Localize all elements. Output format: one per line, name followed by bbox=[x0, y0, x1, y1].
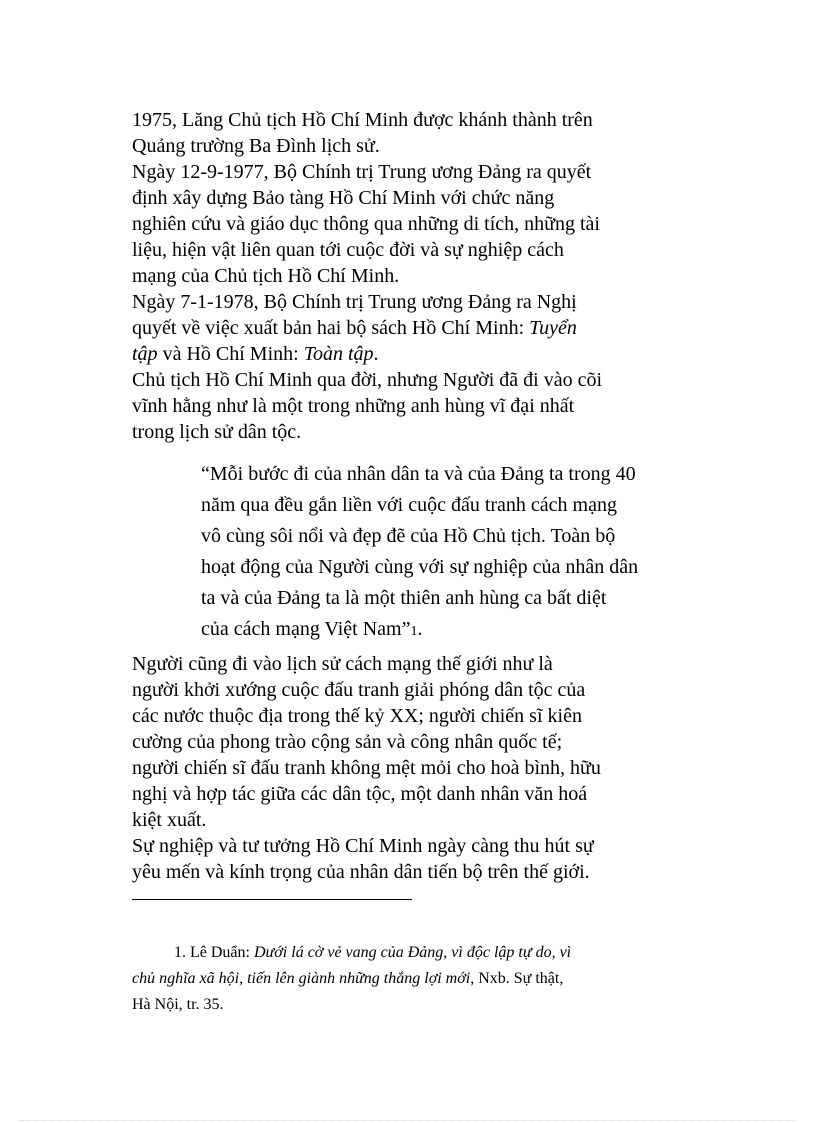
quote-line bbox=[201, 614, 691, 647]
footnote-reference: 1 bbox=[410, 624, 418, 639]
footnote-line: Hà Nội, tr. 35. bbox=[132, 996, 224, 1013]
text-line: yêu mến và kính trọng của nhân dân tiến bộ trên thế giới. bbox=[132, 861, 590, 883]
footnote-number: 1. bbox=[174, 944, 186, 961]
text-line: người chiến sĩ đấu tranh không mệt mỏi cho hoà bình, hữu bbox=[132, 757, 601, 779]
paragraph-ideology bbox=[132, 833, 672, 885]
text-segment: . bbox=[417, 618, 423, 640]
paragraph-mausoleum bbox=[132, 107, 672, 159]
text-line: vĩnh hằng như là một trong những anh hùng vĩ đại nhất bbox=[132, 395, 575, 417]
text-line: 1975, Lăng Chủ tịch Hồ Chí Minh được khánh thành trên bbox=[132, 109, 593, 131]
quote-line: ta và của Đảng ta là một thiên anh hùng ca bất diệt bbox=[201, 587, 607, 609]
footnote-title: chủ nghĩa xã hội, tiến lên giành những thắng lợi mới bbox=[132, 970, 471, 987]
text-line: Quảng trường Ba Đình lịch sử. bbox=[132, 135, 380, 157]
text-line: liệu, hiện vật liên quan tới cuộc đời và sự nghiệp cách bbox=[132, 239, 564, 261]
paragraph-publication bbox=[132, 289, 672, 367]
text-line: Chủ tịch Hồ Chí Minh qua đời, nhưng Người đã đi vào cõi bbox=[132, 369, 603, 391]
text-line: định xây dựng Bảo tàng Hồ Chí Minh với chức năng bbox=[132, 187, 555, 209]
text-line: người khởi xướng cuộc đấu tranh giải phóng dân tộc của bbox=[132, 679, 586, 701]
text-line: trong lịch sử dân tộc. bbox=[132, 421, 302, 443]
text-line: các nước thuộc địa trong thế kỷ XX; người chiến sĩ kiên bbox=[132, 705, 582, 727]
text-segment: quyết về việc xuất bản hai bộ sách Hồ Chí Minh: bbox=[132, 317, 530, 339]
text-line: nghị và hợp tác giữa các dân tộc, một danh nhân văn hoá bbox=[132, 783, 588, 805]
block-quote bbox=[201, 459, 691, 647]
text-line: Sự nghiệp và tư tưởng Hồ Chí Minh ngày càng thu hút sự bbox=[132, 835, 594, 857]
paragraph-museum bbox=[132, 159, 672, 289]
footnote bbox=[132, 940, 687, 1018]
text-line bbox=[132, 315, 672, 341]
text-segment: và Hồ Chí Minh: bbox=[157, 343, 304, 365]
text-block-history bbox=[132, 107, 672, 445]
text-line: Người cũng đi vào lịch sử cách mạng thế giới như là bbox=[132, 653, 553, 675]
footnote-divider bbox=[132, 899, 412, 900]
paragraph-world-history bbox=[132, 651, 672, 833]
footnote-title: Dưới lá cờ vẻ vang của Đảng, vì độc lập tự do, vì bbox=[253, 944, 572, 961]
quote-line: vô cùng sôi nổi và đẹp đẽ của Hồ Chủ tịch. Toàn bộ bbox=[201, 525, 616, 547]
footnote-author: Lê Duẩn: bbox=[190, 944, 250, 961]
text-line: nghiên cứu và giáo dục thông qua những di tích, những tài bbox=[132, 213, 600, 235]
quote-line: năm qua đều gắn liền với cuộc đấu tranh cách mạng bbox=[201, 494, 617, 516]
text-segment: của cách mạng Việt Nam” bbox=[201, 618, 411, 640]
paragraph-passing bbox=[132, 367, 672, 445]
text-line: Ngày 7-1-1978, Bộ Chính trị Trung ương Đảng ra Nghị bbox=[132, 291, 577, 313]
text-segment: . bbox=[373, 343, 379, 365]
footnote-publisher: , Nxb. Sự thật, bbox=[470, 970, 564, 987]
text-line: mạng của Chủ tịch Hồ Chí Minh. bbox=[132, 265, 400, 287]
page-bottom-border bbox=[20, 1120, 796, 1121]
text-line: cường của phong trào cộng sản và công nhân quốc tế; bbox=[132, 731, 563, 753]
book-title-italic: Tuyển bbox=[529, 317, 577, 339]
quote-line: “Mỗi bước đi của nhân dân ta và của Đảng ta trong 40 bbox=[201, 463, 636, 485]
text-line bbox=[132, 341, 672, 367]
footnote-line bbox=[132, 940, 687, 966]
text-line: kiệt xuất. bbox=[132, 809, 207, 831]
text-line: Ngày 12-9-1977, Bộ Chính trị Trung ương Đảng ra quyết bbox=[132, 161, 592, 183]
text-block-legacy bbox=[132, 651, 672, 885]
quote-line: hoạt động của Người cùng với sự nghiệp của nhân dân bbox=[201, 556, 639, 578]
book-title-italic: Toàn tập bbox=[303, 343, 374, 365]
book-title-italic: tập bbox=[132, 343, 158, 365]
footnote-line bbox=[132, 966, 687, 992]
